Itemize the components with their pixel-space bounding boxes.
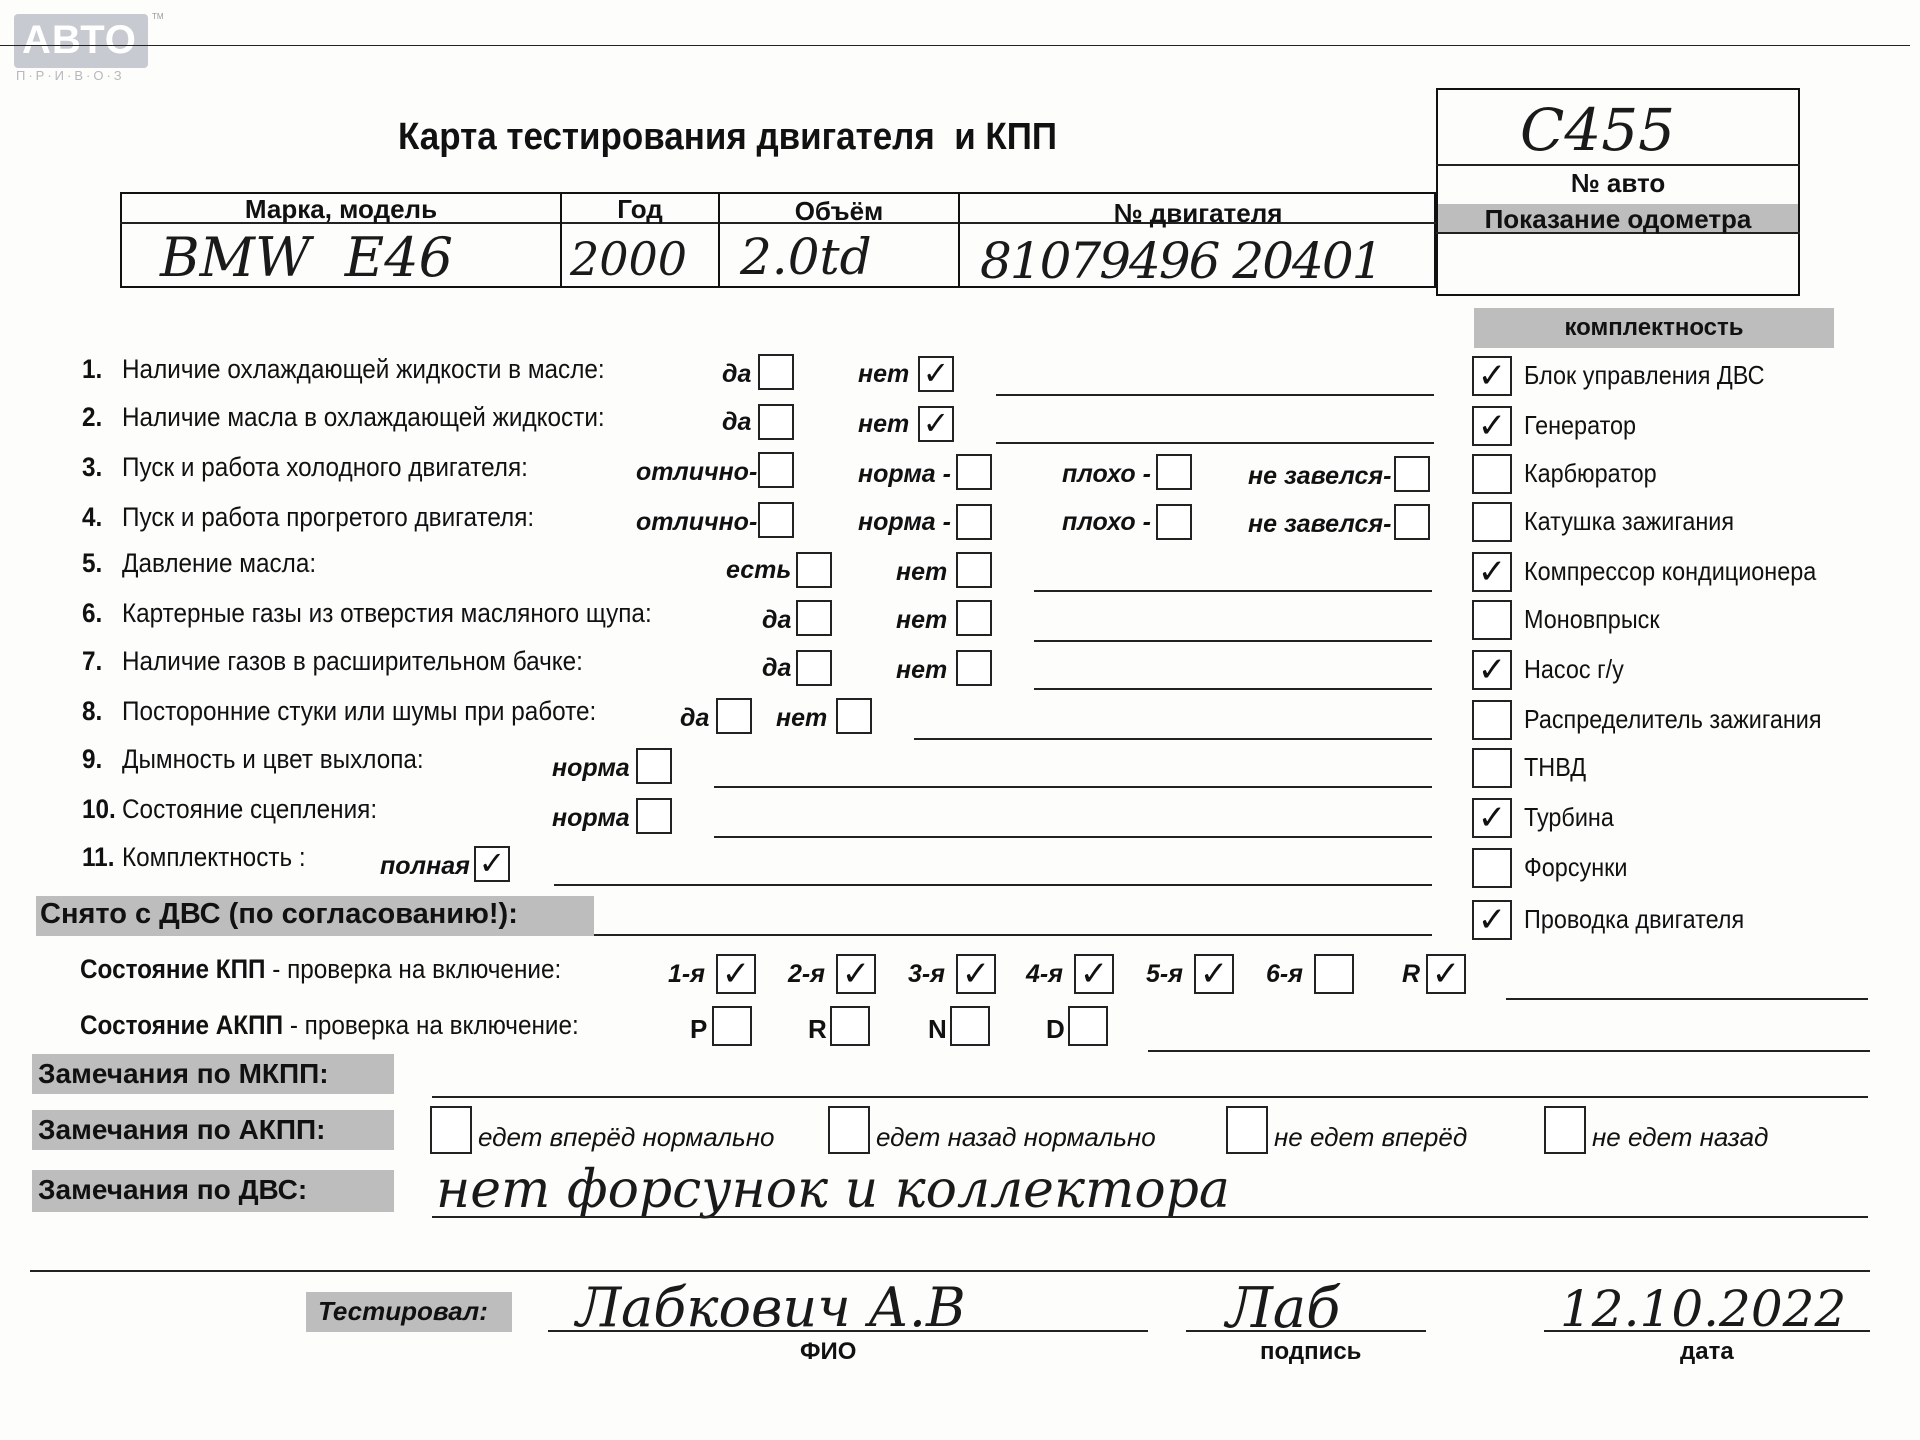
- row4-norma-label: норма -: [858, 508, 951, 536]
- akpp-mode-label: D: [1046, 1014, 1065, 1044]
- gear-label: R: [1402, 960, 1421, 988]
- removed-label: Снято с ДВС (по согласованию!):: [40, 898, 518, 930]
- row6-line: [1034, 640, 1432, 642]
- row5-est-label: есть: [726, 556, 792, 584]
- row7-da-label: да: [762, 654, 792, 682]
- check-number: 7.: [82, 646, 103, 676]
- remarks-mkpp-line: [432, 1096, 1868, 1098]
- row6-net-checkbox[interactable]: [956, 600, 992, 636]
- akpp-remark-checkbox[interactable]: [1544, 1106, 1586, 1154]
- volume-label: Объём: [794, 196, 884, 226]
- komplekt-checkbox[interactable]: [1472, 700, 1512, 740]
- tested-label: Тестировал:: [318, 1296, 488, 1326]
- komplekt-item-label: Катушка зажигания: [1524, 506, 1735, 536]
- top-rule: [0, 45, 1910, 46]
- logo-tm: TM: [152, 12, 164, 21]
- page-title: Карта тестирования двигателя и КПП: [398, 116, 1058, 158]
- akpp-remark-option-label: не едет вперёд: [1274, 1122, 1468, 1152]
- komplekt-item-label: Карбюратор: [1524, 458, 1657, 488]
- signature-line: [1186, 1330, 1426, 1332]
- row3-ne-zavelsya-checkbox[interactable]: [1394, 456, 1430, 492]
- gear-label: 4-я: [1026, 960, 1063, 988]
- gear-checkbox[interactable]: ✓: [1074, 954, 1114, 994]
- check-label: Картерные газы из отверстия масляного щупа:: [122, 598, 652, 628]
- row5-net-checkbox[interactable]: [956, 552, 992, 588]
- date-line: [1544, 1330, 1870, 1332]
- kpp-label-bold: Состояние КПП: [80, 954, 266, 984]
- date-label: дата: [1680, 1338, 1734, 1365]
- row5-net-label: нет: [896, 558, 948, 586]
- gear-checkbox[interactable]: ✓: [716, 954, 756, 994]
- row8-da-checkbox[interactable]: [716, 698, 752, 734]
- komplekt-item-label: Генератор: [1524, 410, 1637, 440]
- komplekt-checkbox[interactable]: ✓: [1472, 552, 1512, 592]
- gear-checkbox[interactable]: ✓: [1426, 954, 1466, 994]
- row2-da-label: да: [722, 408, 752, 436]
- komplekt-item-label: Блок управления ДВС: [1524, 360, 1765, 390]
- row10-norma-label: норма: [552, 804, 630, 832]
- komplekt-checkbox[interactable]: ✓: [1472, 406, 1512, 446]
- signature-label: подпись: [1260, 1338, 1362, 1365]
- check-number: 1.: [82, 354, 103, 384]
- check-label: Пуск и работа холодного двигателя:: [122, 452, 528, 482]
- engine-number-label: № двигателя: [1113, 198, 1283, 228]
- row6-da-label: да: [762, 606, 792, 634]
- row4-norma-checkbox[interactable]: [956, 504, 992, 540]
- row2-net-checkbox[interactable]: ✓: [918, 406, 954, 442]
- akpp-remark-checkbox[interactable]: [828, 1106, 870, 1154]
- row4-ne-zavelsya-checkbox[interactable]: [1394, 504, 1430, 540]
- row7-net-label: нет: [896, 656, 948, 684]
- fio-value: Лабкович А.В: [576, 1276, 966, 1339]
- logo: [14, 14, 148, 68]
- check-label: Дымность и цвет выхлопа:: [122, 744, 424, 774]
- gear-checkbox[interactable]: [1314, 954, 1354, 994]
- row5-line: [1034, 590, 1432, 592]
- model-label: Марка, модель: [244, 194, 438, 224]
- date-value: 12.10.2022: [1560, 1280, 1847, 1338]
- gear-label: 5-я: [1146, 960, 1183, 988]
- check-number: 9.: [82, 744, 103, 774]
- auto-number-value: C455: [1520, 96, 1676, 164]
- row3-norma-label: норма -: [858, 460, 951, 488]
- komplekt-checkbox[interactable]: [1472, 600, 1512, 640]
- gear-label: 2-я: [788, 960, 825, 988]
- check-label: Комплектность :: [122, 842, 306, 872]
- check-label: Посторонние стуки или шумы при работе:: [122, 696, 597, 726]
- komplekt-item-label: Турбина: [1524, 802, 1614, 832]
- check-number: 10.: [82, 794, 116, 824]
- row10-norma-checkbox[interactable]: [636, 798, 672, 834]
- row9-line: [714, 786, 1432, 788]
- akpp-mode-label: N: [928, 1014, 947, 1044]
- row4-ploho-label: плохо -: [1062, 508, 1151, 536]
- row4-ne-zavelsya-label: не завелся-: [1248, 510, 1392, 538]
- check-number: 8.: [82, 696, 103, 726]
- komplekt-checkbox[interactable]: [1472, 454, 1512, 494]
- auto-divider-1: [1436, 164, 1800, 166]
- akpp-label-bold: Состояние АКПП: [80, 1010, 284, 1040]
- remarks-dvs-value: нет форсунок и коллектора: [436, 1160, 1230, 1220]
- akpp-label: [80, 1010, 579, 1041]
- akpp-line: [1148, 1050, 1870, 1052]
- gear-checkbox[interactable]: ✓: [836, 954, 876, 994]
- komplekt-checkbox[interactable]: [1472, 748, 1512, 788]
- row3-norma-checkbox[interactable]: [956, 454, 992, 490]
- odometer-label: Показание одометра: [1484, 204, 1752, 234]
- komplekt-item-label: ТНВД: [1524, 752, 1587, 782]
- komplekt-checkbox[interactable]: ✓: [1472, 798, 1512, 838]
- komplekt-checkbox[interactable]: ✓: [1472, 650, 1512, 690]
- akpp-mode-label: P: [690, 1014, 708, 1044]
- komplekt-item-label: Моновпрыск: [1524, 604, 1660, 634]
- akpp-mode-checkbox[interactable]: [712, 1006, 752, 1046]
- akpp-mode-label: R: [808, 1014, 827, 1044]
- row2-da-checkbox[interactable]: [758, 404, 794, 440]
- check-label: Состояние сцепления:: [122, 794, 378, 824]
- row8-da-label: да: [680, 704, 710, 732]
- check-label: Наличие газов в расширительном бачке:: [122, 646, 583, 676]
- check-label: Наличие масла в охлаждающей жидкости:: [122, 402, 605, 432]
- check-number: 6.: [82, 598, 103, 628]
- remarks-dvs-label: Замечания по ДВС:: [38, 1174, 308, 1205]
- check-number: 11.: [82, 842, 115, 872]
- row9-norma-checkbox[interactable]: [636, 748, 672, 784]
- row11-polnaya-label: полная: [380, 852, 470, 880]
- fio-label: ФИО: [800, 1338, 857, 1365]
- remarks-mkpp-label: Замечания по МКПП:: [38, 1058, 329, 1089]
- komplekt-item-label: Насос г/у: [1524, 654, 1624, 684]
- row11-polnaya-checkbox[interactable]: ✓: [474, 846, 510, 882]
- komplekt-item-label: Форсунки: [1524, 852, 1628, 882]
- row6-da-checkbox[interactable]: [796, 600, 832, 636]
- komplekt-checkbox[interactable]: [1472, 502, 1512, 542]
- footer-rule: [30, 1270, 1870, 1272]
- row4-ploho-checkbox[interactable]: [1156, 504, 1192, 540]
- row8-net-label: нет: [776, 704, 828, 732]
- row8-net-checkbox[interactable]: [836, 698, 872, 734]
- komplekt-item-label: Проводка двигателя: [1524, 904, 1745, 934]
- check-label: Пуск и работа прогретого двигателя:: [122, 502, 535, 532]
- fio-line: [548, 1330, 1148, 1332]
- engine-number-value: 81079496 20401: [980, 232, 1382, 290]
- row1-net-checkbox[interactable]: ✓: [918, 356, 954, 392]
- year-value: 2000: [570, 232, 688, 286]
- row7-da-checkbox[interactable]: [796, 650, 832, 686]
- komplekt-checkbox[interactable]: ✓: [1472, 900, 1512, 940]
- row5-est-checkbox[interactable]: [796, 552, 832, 588]
- gear-checkbox[interactable]: ✓: [956, 954, 996, 994]
- check-number: 5.: [82, 548, 103, 578]
- gear-label: 1-я: [668, 960, 705, 988]
- kpp-line: [1506, 998, 1868, 1000]
- row3-otlichno-label: отлично-: [636, 458, 758, 486]
- row7-net-checkbox[interactable]: [956, 650, 992, 686]
- row1-da-label: да: [722, 360, 752, 388]
- gear-label: 3-я: [908, 960, 945, 988]
- row10-line: [714, 836, 1432, 838]
- row2-line: [996, 442, 1434, 444]
- row7-line: [1034, 688, 1432, 690]
- row2-net-label: нет: [858, 410, 910, 438]
- gear-checkbox[interactable]: ✓: [1194, 954, 1234, 994]
- komplekt-item-label: Компрессор кондиционера: [1524, 556, 1817, 586]
- kpp-label-rest: - проверка на включение:: [265, 954, 562, 984]
- auto-number-label: № авто: [1570, 168, 1666, 198]
- akpp-mode-checkbox[interactable]: [1068, 1006, 1108, 1046]
- signature-value: Лаб: [1226, 1276, 1341, 1341]
- model-value: BMW E46: [160, 226, 453, 289]
- komplekt-checkbox[interactable]: ✓: [1472, 356, 1512, 396]
- remarks-dvs-line: [432, 1216, 1868, 1218]
- row3-ne-zavelsya-label: не завелся-: [1248, 462, 1392, 490]
- gear-label: 6-я: [1266, 960, 1303, 988]
- check-number: 4.: [82, 502, 103, 532]
- row11-line: [554, 884, 1432, 886]
- row6-net-label: нет: [896, 606, 948, 634]
- komplekt-checkbox[interactable]: [1472, 848, 1512, 888]
- akpp-remark-option-label: едет вперёд нормально: [478, 1122, 775, 1152]
- check-number: 3.: [82, 452, 103, 482]
- kpp-label: [80, 954, 561, 985]
- akpp-remark-checkbox[interactable]: [1226, 1106, 1268, 1154]
- row4-otlichno-checkbox[interactable]: [758, 502, 794, 538]
- removed-line: [594, 934, 1432, 936]
- row1-net-label: нет: [858, 360, 910, 388]
- akpp-remark-option-label: не едет назад: [1592, 1122, 1769, 1152]
- row3-ploho-label: плохо -: [1062, 460, 1151, 488]
- check-label: Давление масла:: [122, 548, 317, 578]
- row3-ploho-checkbox[interactable]: [1156, 454, 1192, 490]
- akpp-remark-checkbox[interactable]: [430, 1106, 472, 1154]
- akpp-mode-checkbox[interactable]: [830, 1006, 870, 1046]
- row8-line: [914, 738, 1432, 740]
- logo-subtext: П·Р·И·В·О·З: [16, 68, 125, 83]
- row9-norma-label: норма: [552, 754, 630, 782]
- row3-otlichno-checkbox[interactable]: [758, 452, 794, 488]
- row4-otlichno-label: отлично-: [636, 508, 758, 536]
- volume-value: 2.0td: [740, 228, 872, 286]
- row1-da-checkbox[interactable]: [758, 354, 794, 390]
- logo-text: АВТО: [22, 18, 137, 62]
- akpp-label-rest: - проверка на включение:: [283, 1010, 579, 1040]
- row1-line: [996, 394, 1434, 396]
- akpp-mode-checkbox[interactable]: [950, 1006, 990, 1046]
- check-label: Наличие охлаждающей жидкости в масле:: [122, 354, 605, 384]
- komplekt-item-label: Распределитель зажигания: [1524, 704, 1822, 734]
- komplekt-title: комплектность: [1564, 314, 1744, 341]
- year-label: Год: [617, 194, 663, 224]
- akpp-remark-option-label: едет назад нормально: [876, 1122, 1156, 1152]
- remarks-akpp-label: Замечания по АКПП:: [38, 1114, 326, 1145]
- check-number: 2.: [82, 402, 103, 432]
